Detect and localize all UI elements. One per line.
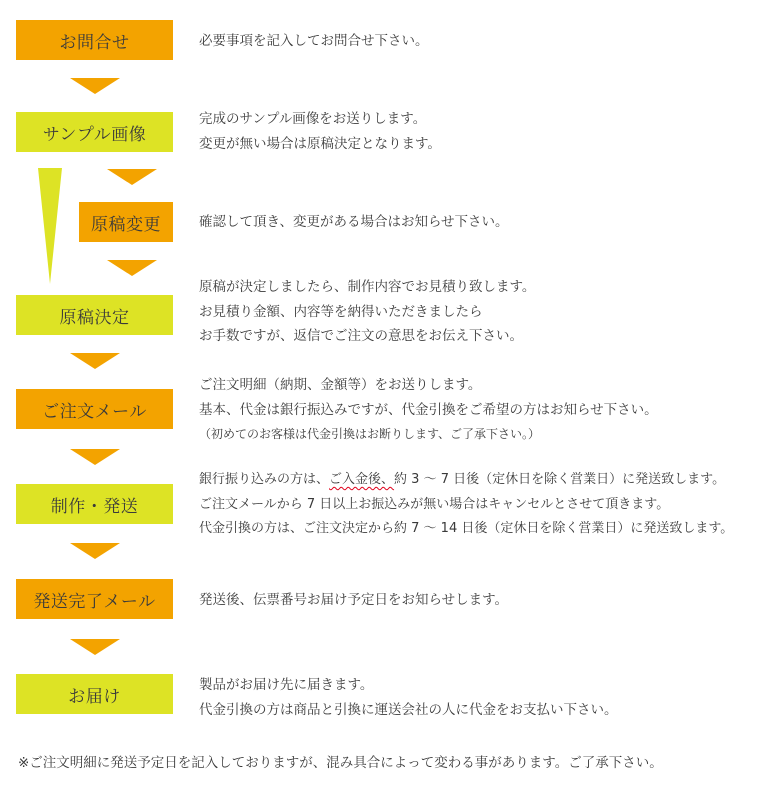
step-delivery: お届け — [16, 674, 173, 714]
arrow-down-icon — [70, 543, 120, 559]
arrow-down-icon — [107, 260, 157, 276]
desc-line: 完成のサンプル画像をお送りします。 — [199, 111, 427, 127]
arrow-down-icon — [107, 169, 157, 185]
desc-line: ご注文メールから 7 日以上お振込みが無い場合はキャンセルとさせて頂きます。 — [199, 496, 670, 512]
arrow-down-icon — [70, 639, 120, 655]
desc-line: 原稿が決定しましたら、制作内容でお見積り致します。 — [199, 279, 536, 295]
desc-line: 発送後、伝票番号お届け予定日をお知らせします。 — [199, 592, 509, 608]
desc-line: お手数ですが、返信でご注文の意思をお伝え下さい。 — [199, 328, 523, 344]
desc-sample — [199, 107, 441, 156]
footnote: ※ご注文明細に発送予定日を記入しておりますが、混み具合によって変わる事があります。ご了承下さい。 — [18, 755, 663, 771]
desc-shipped — [199, 588, 508, 613]
step-inquiry: お問合せ — [16, 20, 173, 60]
desc-inquiry — [199, 29, 429, 54]
step-decision: 原稿決定 — [16, 295, 173, 335]
desc-decision — [199, 275, 535, 349]
desc-line: 必要事項を記入してお問合せ下さい。 — [199, 33, 429, 49]
desc-order — [199, 373, 658, 447]
desc-text: 銀行振り込みの方は、 — [199, 472, 330, 487]
desc-revision — [199, 210, 509, 235]
desc-line: 代金引換の方は、ご注文決定から約 7 〜 14 日後（定休日を除く営業日）に発送致します。 — [199, 521, 734, 536]
step-sample-image: サンプル画像 — [16, 112, 173, 152]
step-revision: 原稿変更 — [79, 202, 173, 242]
desc-line: 確認して頂き、変更がある場合はお知らせ下さい。 — [199, 214, 509, 230]
desc-text: 約 3 〜 7 日後（定休日を除く営業日）に発送致します。 — [394, 472, 726, 487]
step-production-shipping: 制作・発送 — [16, 484, 173, 524]
desc-line: お見積り金額、内容等を納得いただきましたら — [199, 303, 483, 320]
desc-line: 変更が無い場合は原稿決定となります。 — [199, 135, 441, 152]
bypass-arrow-icon — [38, 168, 62, 284]
desc-line: 代金引換の方は商品と引換に運送会社の人に代金をお支払い下さい。 — [199, 701, 618, 718]
desc-production — [199, 468, 733, 542]
step-shipped-mail: 発送完了メール — [16, 579, 173, 619]
desc-line: ご注文明細（納期、金額等）をお送りします。 — [199, 377, 482, 393]
desc-line: 基本、代金は銀行振込みですが、代金引換をご希望の方はお知らせ下さい。 — [199, 401, 658, 418]
step-order-mail: ご注文メール — [16, 389, 173, 429]
desc-line — [199, 468, 733, 493]
highlight-text: ご入金後、 — [329, 472, 395, 487]
desc-note: （初めてのお客様は代金引換はお断りします、ご了承下さい。） — [199, 427, 541, 441]
desc-delivery — [199, 673, 618, 722]
arrow-down-icon — [70, 353, 120, 369]
desc-line: 製品がお届け先に届きます。 — [199, 677, 374, 693]
arrow-down-icon — [70, 78, 120, 94]
arrow-down-icon — [70, 449, 120, 465]
